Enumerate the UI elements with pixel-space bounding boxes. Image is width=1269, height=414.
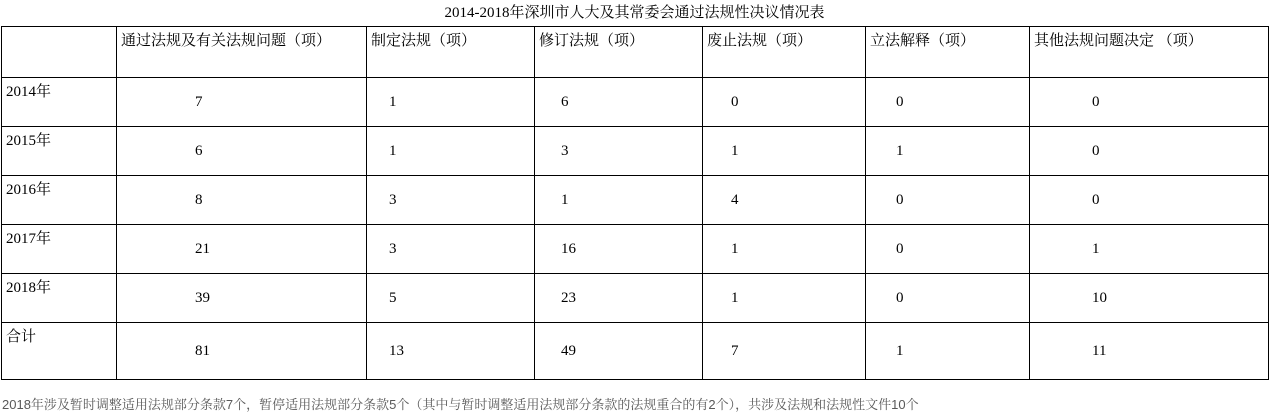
row-label: 2015年: [2, 127, 117, 176]
value-cell: 0: [703, 78, 866, 127]
value-cell: 13: [367, 323, 535, 380]
column-header: 制定法规（项）: [367, 27, 535, 78]
value-cell: 7: [117, 78, 367, 127]
stats-table: [1, 26, 1269, 380]
value-cell: 0: [866, 274, 1030, 323]
value-cell: 39: [117, 274, 367, 323]
row-label: 2016年: [2, 176, 117, 225]
column-header: 其他法规问题决定 （项）: [1030, 27, 1269, 78]
row-label: 2018年: [2, 274, 117, 323]
value-cell: 1: [703, 274, 866, 323]
value-cell: 23: [535, 274, 703, 323]
value-cell: 6: [535, 78, 703, 127]
value-cell: 0: [866, 176, 1030, 225]
row-label: 合计: [2, 323, 117, 380]
value-cell: 11: [1030, 323, 1269, 380]
value-cell: 1: [866, 127, 1030, 176]
value-cell: 10: [1030, 274, 1269, 323]
value-cell: 6: [117, 127, 367, 176]
value-cell: 1: [1030, 225, 1269, 274]
row-label: 2014年: [2, 78, 117, 127]
table-row: [2, 225, 1269, 274]
value-cell: 1: [367, 127, 535, 176]
column-header: 立法解释（项）: [866, 27, 1030, 78]
value-cell: 5: [367, 274, 535, 323]
header-row: [2, 27, 1269, 78]
table-row: [2, 127, 1269, 176]
column-header: 通过法规及有关法规问题（项）: [117, 27, 367, 78]
value-cell: 0: [1030, 176, 1269, 225]
value-cell: 1: [703, 225, 866, 274]
value-cell: 16: [535, 225, 703, 274]
value-cell: 3: [535, 127, 703, 176]
table-title: 2014-2018年深圳市人大及其常委会通过法规性决议情况表: [444, 5, 825, 21]
table-row: [2, 78, 1269, 127]
value-cell: 0: [866, 225, 1030, 274]
table-row: [2, 176, 1269, 225]
value-cell: 81: [117, 323, 367, 380]
value-cell: 4: [703, 176, 866, 225]
column-header: 废止法规（项）: [703, 27, 866, 78]
value-cell: 1: [535, 176, 703, 225]
value-cell: 8: [117, 176, 367, 225]
row-label: 2017年: [2, 225, 117, 274]
value-cell: 1: [866, 323, 1030, 380]
table-row: [2, 274, 1269, 323]
footnote: 2018年涉及暂时调整适用法规部分条款7个，暂停适用法规部分条款5个（其中与暂时调整适用法规部分条款的法规重合的有2个），共涉及法规和法规性文件10个: [2, 397, 919, 412]
value-cell: 0: [1030, 78, 1269, 127]
column-header: 修订法规（项）: [535, 27, 703, 78]
value-cell: 3: [367, 225, 535, 274]
value-cell: 21: [117, 225, 367, 274]
value-cell: 49: [535, 323, 703, 380]
table-row: [2, 323, 1269, 380]
value-cell: 1: [703, 127, 866, 176]
value-cell: 0: [1030, 127, 1269, 176]
corner-cell: [2, 27, 117, 78]
value-cell: 3: [367, 176, 535, 225]
value-cell: 7: [703, 323, 866, 380]
value-cell: 1: [367, 78, 535, 127]
value-cell: 0: [866, 78, 1030, 127]
